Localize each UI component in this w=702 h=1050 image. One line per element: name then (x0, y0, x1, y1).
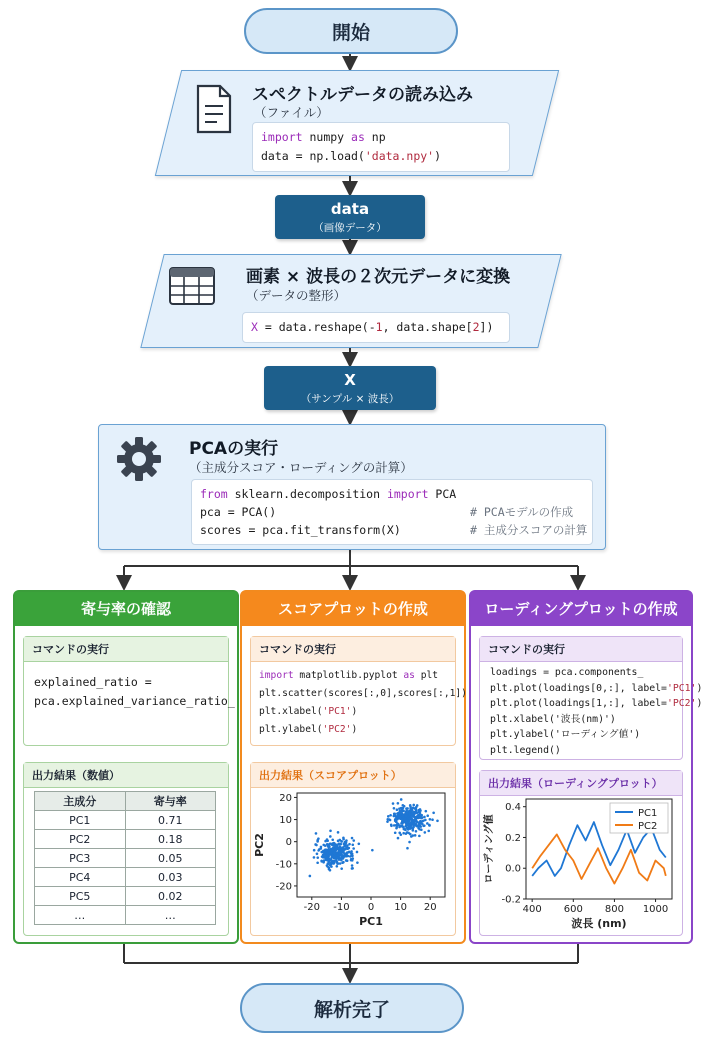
scatter-point (336, 856, 339, 859)
scatter-point (337, 831, 340, 834)
data-variable-box (275, 195, 425, 239)
scatter-point (421, 820, 424, 823)
loading-command-title: コマンドの実行 (480, 637, 682, 662)
scatter-point (397, 837, 400, 840)
scatter-point (328, 866, 331, 869)
loading-line-plot (482, 793, 680, 933)
scatter-point (326, 838, 329, 841)
scatter-point (420, 817, 423, 820)
code-line: scores = pca.fit_transform(X) # 主成分スコアの計算 (200, 523, 588, 537)
scatter-point (322, 861, 325, 864)
scatter-point (400, 798, 403, 801)
scatter-point (351, 864, 354, 867)
start-label: 開始 (331, 21, 370, 44)
loading-command-panel (479, 636, 702, 760)
table-cell: PC1 (35, 811, 126, 830)
x-box-title: X (344, 371, 356, 389)
scatter-point (405, 825, 408, 828)
read-data-code (252, 122, 510, 172)
file-icon (194, 84, 234, 134)
y-tick-label: -10 (275, 859, 292, 871)
score-plot-column (240, 590, 466, 944)
scatter-point (332, 844, 335, 847)
loading-result-title: 出力結果（ローディングプロット） (480, 771, 682, 796)
x-box-subtitle: （サンプル × 波長） (300, 393, 400, 405)
scatter-point (405, 815, 408, 818)
y-axis-label: ローディング値 (484, 814, 495, 884)
scatter-point (337, 840, 340, 843)
scatter-point (351, 837, 354, 840)
scatter-point (344, 848, 347, 851)
scatter-point (348, 843, 351, 846)
scatter-point (386, 820, 389, 823)
contribution-code (34, 673, 235, 711)
gear-icon (115, 435, 163, 483)
table-row (35, 887, 216, 906)
x-tick-label: 1000 (642, 904, 669, 915)
code-line: import numpy as np (261, 130, 386, 144)
scatter-point (341, 846, 344, 849)
contribution-result-panel (23, 762, 229, 936)
scatter-point (417, 823, 420, 826)
scatter-point (395, 818, 398, 821)
contribution-result-title: 出力結果（数値） (24, 763, 228, 788)
score-scatter-plot (253, 785, 453, 933)
scatter-point (342, 838, 345, 841)
scatter-point (349, 855, 352, 858)
scatter-point (352, 847, 355, 850)
scatter-point (429, 818, 432, 821)
scatter-point (351, 843, 354, 846)
scatter-point (314, 843, 317, 846)
scatter-point (396, 808, 399, 811)
table-row (35, 830, 216, 849)
scatter-point (415, 830, 418, 833)
x-tick-label: -10 (333, 902, 350, 913)
table-header: 主成分 (35, 792, 126, 811)
loading-plot-column (469, 590, 702, 944)
pca-step (98, 424, 606, 550)
code-line: import matplotlib.pyplot as plt (259, 670, 439, 681)
score-plot-column-title: スコアプロットの作成 (242, 592, 464, 626)
scatter-point (342, 850, 345, 853)
scatter-point (330, 865, 333, 868)
scatter-point (400, 833, 403, 836)
scatter-point (404, 828, 407, 831)
series-line-pc2 (532, 834, 666, 883)
y-tick-label: 0.4 (505, 802, 521, 814)
scatter-point (325, 849, 328, 852)
scatter-point (412, 834, 415, 837)
table-row (35, 868, 216, 887)
read-data-title: スペクトルデータの読み込み (252, 85, 473, 105)
scatter-point (393, 814, 396, 817)
score-result-panel (250, 762, 456, 936)
table-row (35, 849, 216, 868)
data-box-subtitle: （画像データ） (313, 222, 387, 234)
scatter-point (409, 822, 412, 825)
scatter-point (316, 839, 319, 842)
scatter-point (400, 807, 403, 810)
scatter-point (338, 852, 341, 855)
table-cell: PC2 (35, 830, 126, 849)
scatter-point (406, 807, 409, 810)
scatter-point (315, 832, 318, 835)
scatter-point (427, 830, 430, 833)
scatter-point (351, 852, 354, 855)
scatter-point (352, 839, 355, 842)
scatter-point (350, 850, 353, 853)
scatter-point (426, 814, 429, 817)
scatter-point (389, 814, 392, 817)
scatter-point (402, 832, 405, 835)
table-cell: 0.02 (125, 887, 216, 906)
reshape-step (166, 258, 546, 348)
scatter-point (423, 816, 426, 819)
scatter-point (404, 820, 407, 823)
table-cell: PC5 (35, 887, 126, 906)
scatter-point (337, 847, 340, 850)
scatter-point (340, 857, 343, 860)
code-line: pca = PCA() # PCAモデルの作成 (200, 505, 574, 519)
scatter-point (331, 849, 334, 852)
code-line: plt.plot(loadings[0,:], label='PC1') (490, 682, 702, 694)
scatter-point (412, 812, 415, 815)
scatter-point (338, 843, 341, 846)
code-line: data = np.load('data.npy') (261, 149, 442, 163)
scatter-point (342, 861, 345, 864)
scatter-point (408, 826, 411, 829)
scatter-point (329, 829, 332, 832)
scatter-point (316, 852, 319, 855)
code-line: plt.plot(loadings[1,:], label='PC2') (490, 698, 702, 709)
score-command-title: コマンドの実行 (251, 637, 455, 662)
scatter-point (416, 804, 419, 807)
code-line: plt.scatter(scores[:,0],scores[:,1]) (259, 688, 467, 699)
scatter-point (324, 856, 327, 859)
code-line: explained_ratio = (34, 675, 152, 689)
y-tick-label: -0.2 (501, 894, 521, 906)
read-data-subtitle: （ファイル） (254, 105, 329, 120)
scatter-point (325, 858, 328, 861)
scatter-point (414, 812, 417, 815)
x-tick-label: 800 (604, 904, 624, 915)
contribution-command-panel (23, 636, 235, 746)
scatter-point (328, 852, 331, 855)
scatter-point (406, 831, 409, 834)
scatter-point (313, 849, 316, 852)
y-tick-label: 0 (285, 837, 292, 849)
score-command-panel (250, 636, 467, 746)
scatter-point (345, 859, 348, 862)
x-axis-label: PC1 (359, 915, 383, 928)
x-tick-label: -20 (303, 902, 320, 913)
scatter-point (351, 867, 354, 870)
scatter-point (411, 829, 414, 832)
pca-title: PCAの実行 (189, 439, 279, 459)
x-tick-label: 600 (563, 904, 583, 915)
score-result-title: 出力結果（スコアプロット） (251, 763, 455, 788)
table-cell: PC4 (35, 868, 126, 887)
reshape-subtitle: （データの整形） (246, 288, 347, 303)
scatter-point (340, 867, 343, 870)
scatter-point (411, 807, 414, 810)
scatter-point (428, 824, 431, 827)
loading-code (490, 665, 702, 758)
scatter-point (425, 810, 428, 813)
loading-result-panel (479, 770, 683, 936)
pca-subtitle: （主成分スコア・ローディングの計算） (189, 460, 413, 475)
scatter-point (371, 849, 374, 852)
scatter-point (338, 858, 341, 861)
scatter-point (418, 835, 421, 838)
x-axis-label: 波長 (nm) (571, 917, 627, 930)
start-terminal (244, 8, 458, 54)
scatter-point (329, 862, 332, 865)
table-row (35, 906, 216, 925)
table-header: 寄与率 (125, 792, 216, 811)
scatter-point (356, 851, 359, 854)
scatter-point (331, 838, 334, 841)
scatter-point (408, 811, 411, 814)
reshape-title: 画素 × 波長の２次元データに変換 (246, 267, 511, 287)
scatter-point (386, 818, 389, 821)
scatter-point (333, 851, 336, 854)
scatter-point (356, 861, 359, 864)
scatter-point (408, 818, 411, 821)
legend-label: PC2 (638, 821, 658, 832)
table-cell: 0.71 (125, 811, 216, 830)
data-box-title: data (330, 200, 370, 218)
scatter-point (414, 834, 417, 837)
table-cell: 0.18 (125, 830, 216, 849)
scatter-point (336, 861, 339, 864)
scatter-point (358, 843, 361, 846)
scatter-point (421, 823, 424, 826)
scatter-point (323, 852, 326, 855)
contribution-column-title: 寄与率の確認 (15, 592, 237, 626)
scatter-point (335, 843, 338, 846)
y-tick-label: -20 (275, 881, 292, 893)
code-line: plt.xlabel('波長(nm)') (490, 713, 616, 725)
scatter-point (415, 816, 418, 819)
scatter-point (328, 858, 331, 861)
scatter-point (424, 831, 427, 834)
scatter-point (403, 805, 406, 808)
scatter-point (318, 848, 321, 851)
scatter-point (344, 843, 347, 846)
scatter-point (395, 826, 398, 829)
legend-label: PC1 (638, 808, 658, 819)
scatter-point (419, 809, 422, 812)
scatter-point (412, 804, 415, 807)
code-line: X = data.reshape(-1, data.shape[2]) (251, 320, 494, 334)
scatter-point (313, 856, 316, 859)
x-tick-label: 400 (522, 904, 542, 915)
scatter-point (329, 869, 332, 872)
scatter-point (398, 824, 401, 827)
x-variable-box (264, 366, 436, 410)
scatter-point (329, 842, 332, 845)
score-code (259, 667, 467, 739)
scatter-point (309, 875, 312, 878)
scatter-point (350, 859, 353, 862)
scatter-point (407, 823, 410, 826)
scatter-point (400, 812, 403, 815)
table-cell: PC3 (35, 849, 126, 868)
scatter-point (339, 862, 342, 865)
scatter-point (392, 802, 395, 805)
pca-code (191, 479, 593, 545)
reshape-code (242, 312, 510, 343)
y-tick-label: 0.2 (505, 832, 521, 844)
end-label: 解析完了 (313, 998, 390, 1021)
scatter-point (387, 815, 390, 818)
table-icon (168, 266, 216, 306)
scatter-point (329, 835, 332, 838)
plot-frame (297, 793, 445, 897)
code-line: plt.xlabel('PC1') (259, 706, 358, 717)
table-row (35, 811, 216, 830)
scatter-point (402, 826, 405, 829)
scatter-point (397, 802, 400, 805)
table-cell: … (125, 906, 216, 925)
read-data-step (190, 76, 540, 176)
x-tick-label: 0 (367, 902, 375, 913)
code-line: plt.ylabel('PC2') (259, 724, 358, 735)
scatter-point (324, 844, 327, 847)
table-cell: 0.03 (125, 868, 216, 887)
scatter-point (333, 856, 336, 859)
end-terminal (240, 983, 464, 1033)
scatter-point (409, 833, 412, 836)
x-tick-label: 20 (423, 902, 437, 913)
loading-plot-column-title: ローディングプロットの作成 (471, 592, 691, 626)
scatter-point (406, 847, 409, 850)
scatter-point (394, 831, 397, 834)
y-tick-label: 10 (279, 815, 292, 827)
code-line: from sklearn.decomposition import PCA (200, 487, 457, 501)
scatter-point (400, 822, 403, 825)
x-tick-label: 10 (394, 902, 407, 913)
scatter-point (316, 861, 319, 864)
table-cell: … (35, 906, 126, 925)
scatter-point (432, 811, 435, 814)
scatter-point (321, 855, 324, 858)
contribution-command-title: コマンドの実行 (24, 637, 228, 662)
scatter-point (408, 841, 411, 844)
code-line: pca.explained_variance_ratio_ (34, 694, 235, 708)
y-axis-label: PC2 (253, 833, 266, 857)
scatter-point (316, 856, 319, 859)
y-tick-label: 0.0 (505, 863, 521, 875)
scatter-point (336, 865, 339, 868)
scatter-point (333, 860, 336, 863)
table-cell: 0.05 (125, 849, 216, 868)
scatter-point (396, 812, 399, 815)
scatter-point (414, 822, 417, 825)
scatter-point (393, 807, 396, 810)
scatter-point (397, 815, 400, 818)
scatter-point (320, 846, 323, 849)
y-tick-label: 20 (279, 792, 292, 804)
code-line: plt.ylabel('ローディング値') (490, 729, 641, 740)
scatter-point (343, 852, 346, 855)
scatter-point (341, 854, 344, 857)
scatter-point (423, 824, 426, 827)
scatter-point (404, 812, 407, 815)
contribution-table (34, 791, 216, 925)
code-line: loadings = pca.components_ (490, 667, 644, 678)
contribution-column (13, 590, 239, 944)
scatter-point (414, 820, 417, 823)
scatter-point (418, 828, 421, 831)
scatter-point (390, 824, 393, 827)
code-line: plt.legend() (490, 744, 561, 756)
scatter-point (431, 818, 434, 821)
scatter-point (436, 819, 439, 822)
